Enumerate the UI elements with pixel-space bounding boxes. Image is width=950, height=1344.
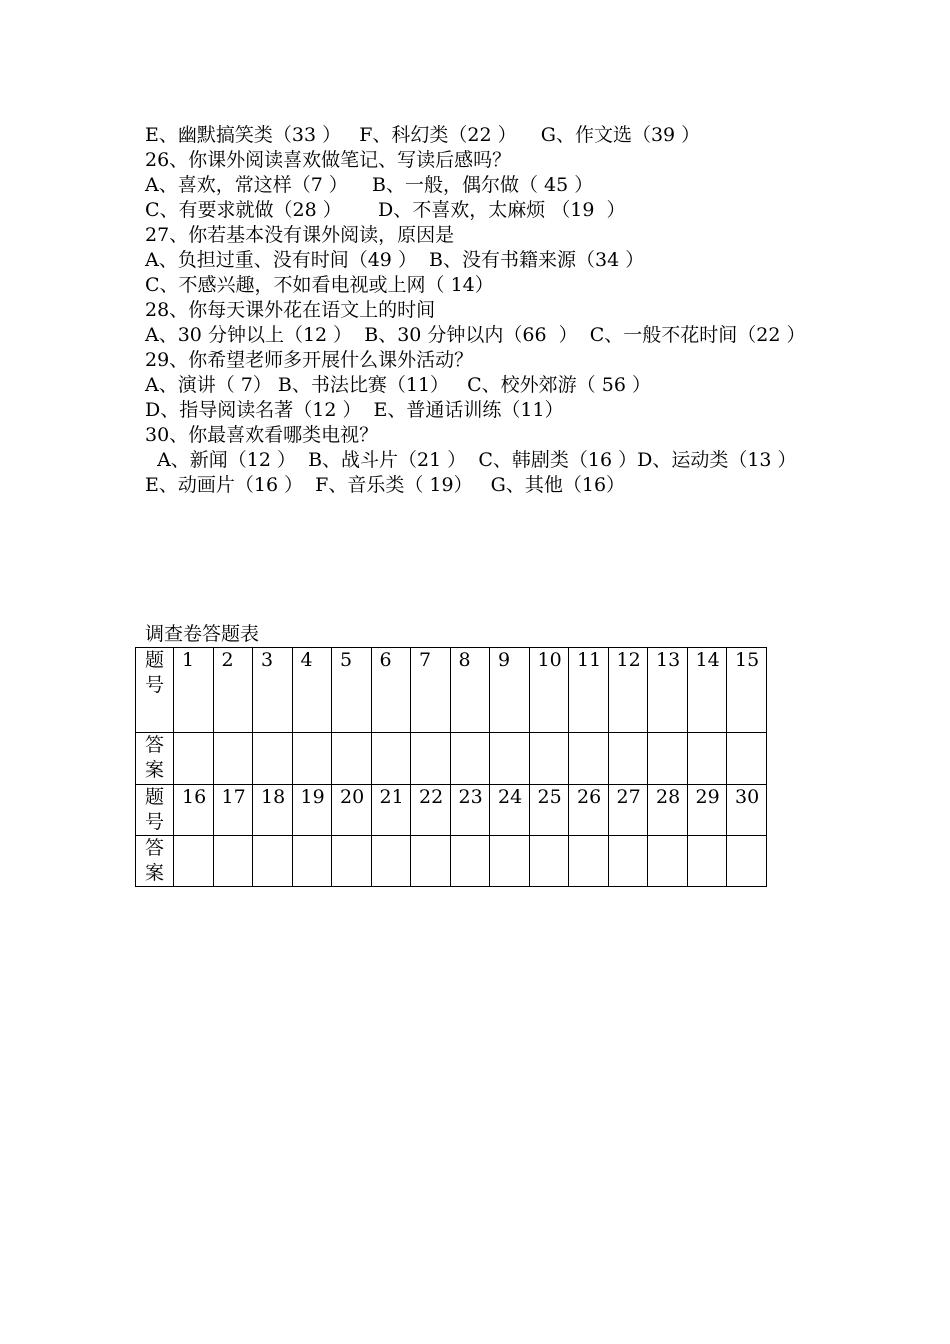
answer-cell[interactable]	[174, 733, 214, 785]
table-cell: 25	[529, 785, 569, 836]
table-cell: 20	[332, 785, 372, 836]
row-header	[136, 785, 174, 836]
answer-cell[interactable]	[608, 836, 648, 887]
table-cell: 24	[490, 785, 530, 836]
table-cell: 12	[608, 648, 648, 733]
table-cell: 8	[450, 648, 490, 733]
answer-cell[interactable]	[648, 836, 688, 887]
answer-cell[interactable]	[490, 733, 530, 785]
table-cell: 3	[253, 648, 293, 733]
table-cell: 9	[490, 648, 530, 733]
text-line: E、动画片（16 ） F、音乐类（ 19） G、其他（16）	[145, 474, 626, 496]
text-line: A、30 分钟以上（12 ） B、30 分钟以内（66 ） C、一般不花时间（22 ）	[145, 324, 806, 346]
table-cell: 11	[569, 648, 609, 733]
table-cell: 7	[411, 648, 451, 733]
question-27: 27、你若基本没有课外阅读，原因是	[145, 224, 455, 246]
answer-cell[interactable]	[569, 733, 609, 785]
answer-sheet-table	[135, 647, 767, 887]
text-line: A、负担过重、没有时间（49 ） B、没有书籍来源（34 ）	[145, 249, 645, 271]
answer-cell[interactable]	[292, 836, 332, 887]
table-cell: 10	[529, 648, 569, 733]
table-cell: 23	[450, 785, 490, 836]
table-cell: 2	[213, 648, 253, 733]
answer-cell[interactable]	[687, 733, 727, 785]
answer-cell[interactable]	[411, 733, 451, 785]
text-line: A、新闻（12 ） B、战斗片（21 ） C、韩剧类（16 ）D、运动类（13 ）	[145, 449, 797, 471]
answer-cell[interactable]	[213, 733, 253, 785]
answer-cell[interactable]	[648, 733, 688, 785]
table-cell: 6	[371, 648, 411, 733]
answer-cell[interactable]	[371, 836, 411, 887]
answer-cell[interactable]	[174, 836, 214, 887]
table-cell: 1	[174, 648, 214, 733]
table-cell: 19	[292, 785, 332, 836]
text-line: C、不感兴趣，不如看电视或上网（ 14）	[145, 274, 494, 296]
text-line: C、有要求就做（28 ） D、不喜欢，太麻烦 （19 ）	[145, 199, 626, 221]
answer-cell[interactable]	[687, 836, 727, 887]
answer-cell[interactable]	[371, 733, 411, 785]
answer-cell[interactable]	[608, 733, 648, 785]
row-header	[136, 648, 174, 733]
question-30: 30、你最喜欢看哪类电视？	[145, 424, 379, 446]
text-line: D、指导阅读名著（12 ） E、普通话训练（11）	[145, 399, 564, 421]
answer-label: 答案	[145, 837, 165, 884]
table-cell: 15	[727, 648, 767, 733]
answer-cell[interactable]	[332, 733, 372, 785]
answer-cell[interactable]	[292, 733, 332, 785]
answer-cell[interactable]	[529, 733, 569, 785]
table-cell: 22	[411, 785, 451, 836]
answer-cell[interactable]	[253, 836, 293, 887]
answer-cell[interactable]	[253, 733, 293, 785]
question-28: 28、你每天课外花在语文上的时间	[145, 299, 436, 321]
answer-row	[136, 733, 767, 785]
answer-cell[interactable]	[490, 836, 530, 887]
table-cell: 28	[648, 785, 688, 836]
table-cell: 26	[569, 785, 609, 836]
table-cell: 27	[608, 785, 648, 836]
row-header	[136, 733, 174, 785]
table-cell: 13	[648, 648, 688, 733]
table-cell: 29	[687, 785, 727, 836]
answer-cell[interactable]	[450, 836, 490, 887]
text-line: E、幽默搞笑类（33 ） F、科幻类（22 ） G、作文选（39 ）	[145, 124, 701, 146]
table-cell: 17	[213, 785, 253, 836]
table-cell: 14	[687, 648, 727, 733]
answer-cell[interactable]	[529, 836, 569, 887]
question-26: 26、你课外阅读喜欢做笔记、写读后感吗？	[145, 149, 512, 171]
table-cell: 21	[371, 785, 411, 836]
answer-cell[interactable]	[411, 836, 451, 887]
answer-cell[interactable]	[727, 733, 767, 785]
table-cell: 4	[292, 648, 332, 733]
table-cell: 18	[253, 785, 293, 836]
text-line: A、演讲（ 7） B、书法比赛（11） C、校外郊游（ 56 ）	[145, 374, 651, 396]
question-29: 29、你希望老师多开展什么课外活动？	[145, 349, 474, 371]
question-label: 题号	[145, 649, 165, 696]
text-line: A、喜欢，常这样（7 ） B、一般，偶尔做（ 45 ）	[145, 174, 594, 196]
answer-cell[interactable]	[569, 836, 609, 887]
row-header	[136, 836, 174, 887]
answer-row	[136, 836, 767, 887]
answer-cell[interactable]	[332, 836, 372, 887]
answer-label: 答案	[145, 734, 165, 781]
question-number-row	[136, 785, 767, 836]
table-cell: 5	[332, 648, 372, 733]
table-cell: 30	[727, 785, 767, 836]
question-label: 题号	[145, 786, 165, 833]
answer-cell[interactable]	[450, 733, 490, 785]
table-title: 调查卷答题表	[145, 623, 260, 645]
answer-cell[interactable]	[213, 836, 253, 887]
answer-cell[interactable]	[727, 836, 767, 887]
table-cell: 16	[174, 785, 214, 836]
question-number-row	[136, 648, 767, 733]
